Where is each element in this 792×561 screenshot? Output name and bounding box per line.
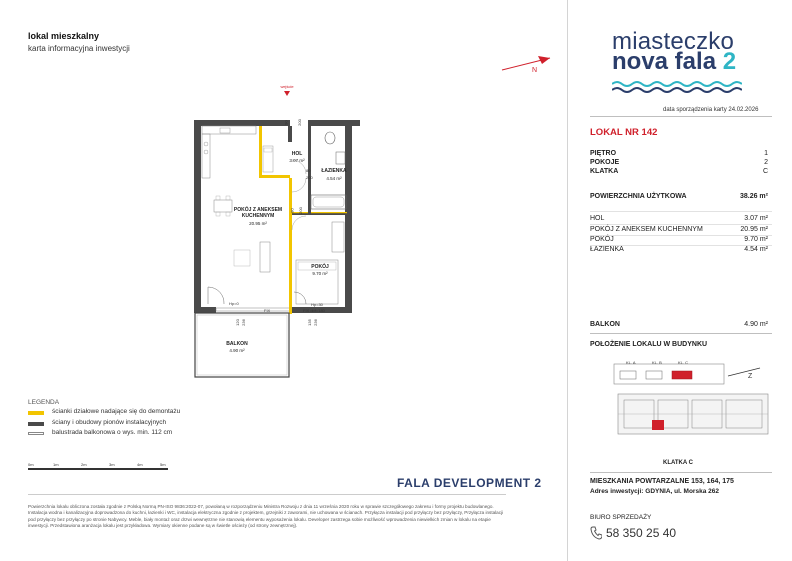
address-line2: Adres inwestycji: GDYNIA, ul. Morska 262 <box>590 488 719 495</box>
header-rule <box>590 116 772 117</box>
scale-tick-0: 0m <box>28 462 34 467</box>
pokoje-value: 2 <box>764 159 768 166</box>
room-value-salon: 20.95 m² <box>740 226 768 233</box>
balcony-rule <box>590 333 772 334</box>
card-date: data sporządzenia karty 24.02.2026 <box>663 107 759 113</box>
document-subtitle: karta informacyjna inwestycji <box>28 44 130 53</box>
room-label-hol: HOL <box>291 151 303 157</box>
klatka-label: KLATKA <box>590 168 619 175</box>
room-value-lazienka: 4.54 m² <box>744 246 768 253</box>
hol-door-width: 90 <box>283 120 289 125</box>
legend-title: LEGENDA <box>28 399 60 406</box>
room-value-hol: 3.07 m² <box>744 215 768 222</box>
legend-item-demountable: ścianki działowe nadające się do demontażu <box>52 408 181 415</box>
footer-divider <box>28 494 506 495</box>
logo-waves-icon <box>612 80 742 94</box>
balcony-value: 4.90 m² <box>744 321 768 328</box>
logo-miasteczko: miasteczko <box>612 28 735 55</box>
north-label: N <box>532 67 538 74</box>
usable-area-value: 38.26 m² <box>739 193 768 200</box>
room-name-hol: HOL <box>590 215 605 222</box>
window-1-width: 120 <box>234 319 240 326</box>
window-1-height: 236 <box>240 319 246 326</box>
address-line1: MIESZKANIA POWTARZALNE 153, 164, 175 <box>590 478 734 485</box>
sales-office-label: BIURO SPRZEDAŻY <box>590 514 652 521</box>
svg-text:Z: Z <box>748 373 753 380</box>
room-rule <box>590 224 772 225</box>
room-name-salon: POKÓJ Z ANEKSEM KUCHENNYM <box>590 226 703 233</box>
klatka-b-label: KL. B <box>652 360 662 365</box>
klatka-c-label: KL. C <box>678 360 689 365</box>
room-name-pokoj: POKÓJ <box>590 236 614 243</box>
room-label-salon-2: KUCHENNYM <box>241 213 275 219</box>
pietro-value: 1 <box>764 150 768 157</box>
window-fix-2: FIX dof=180 <box>303 308 325 313</box>
entry-arrow-icon <box>284 91 290 96</box>
disclaimer: Powierzchnia lokalu obliczona została zgodnie z Polską Normą PN-ISO 9836:2022-07, powołaną w rozporządzeniu Ministra Rozwoju z dnia 11 września 2020 roku w sprawie szczegółowego zakresu i formy projektu budowlanego. Instalacja wodna i kanalizacyjna doprowadzona do kuchni, łazienki i WC, instalacja elektryczna zgodnie z projektem, grzejniki z zaworami, nie uchowana w ścianach. Przyłącza instalacji pod przyłączy bez przyłączy, Przyłącza instalacji pod przyłączy bez przyłączy po stronie Nabywcy. Meble, biały montaż oraz drzwi wewnętrzne nie stanowią elementu wyposażenia lokalu. Developer zastrzega sobie możliwość wprowadzenia niewielkich zmian w lokalu na etapie inwestycji. Przedstawiona aranżacja lokalu jest przykładowa. Wymiary okienne podane są w świetle ościeży (od strony zewnętrznej). <box>28 504 504 528</box>
building-location-diagram <box>604 354 772 454</box>
room-label-balkon: BALKON <box>226 341 248 347</box>
room-area-salon: 20.95 m² <box>249 221 267 226</box>
room-area-lazienka: 4.54 m² <box>326 176 342 181</box>
sales-phone[interactable]: 58 350 25 40 <box>606 526 677 540</box>
window-fix-1: FIX <box>264 308 271 313</box>
lokal-number: LOKAL NR 142 <box>590 127 658 138</box>
legend-swatch-demountable <box>28 411 44 415</box>
room-door-height: 200 <box>297 207 303 214</box>
window-2-height: 236 <box>312 319 318 326</box>
legend-item-balustrade: balustrada balkonowa o wys. min. 112 cm <box>52 429 173 436</box>
room-value-pokoj: 9.70 m² <box>744 236 768 243</box>
pokoje-label: POKOJE <box>590 159 620 166</box>
floor-plan <box>180 82 360 382</box>
klatka-caption: KLATKA C <box>663 460 693 466</box>
developer-name: FALA DEVELOPMENT 2 <box>397 476 542 490</box>
north-arrow-icon <box>498 50 558 74</box>
scale-tick-4: 4m <box>137 462 143 467</box>
hol-door-height: 200 <box>296 119 302 126</box>
address-rule <box>590 472 772 473</box>
window-hp30: Hp=30 <box>311 302 323 307</box>
scale-tick-5: 5m <box>160 462 166 467</box>
room-area-hol: 3.07 m² <box>289 158 305 163</box>
window-2-width: 135 <box>306 319 312 326</box>
room-area-balkon: 4.90 m² <box>229 348 245 353</box>
scale-tick-2: 2m <box>81 462 87 467</box>
klatka-a-label: KL. A <box>626 360 636 365</box>
scale-tick-1: 1m <box>53 462 59 467</box>
room-area-pokoj: 9.70 m² <box>312 271 328 276</box>
room-door-width: 80 <box>289 208 295 213</box>
room-name-lazienka: ŁAZIENKA <box>590 246 624 253</box>
klatka-value: C <box>762 168 768 175</box>
room-list-top-rule <box>590 211 772 212</box>
window-hp0: Hp=0 <box>229 301 239 306</box>
scale-bar <box>28 462 168 472</box>
panel-divider <box>567 0 568 561</box>
logo-nova-fala <box>612 48 736 76</box>
legend-item-walls: ściany i obudowy pionów instalacyjnych <box>52 419 167 426</box>
usable-area-label: POWIERZCHNIA UŻYTKOWA <box>590 193 687 200</box>
balcony-label: BALKON <box>590 321 620 328</box>
logo-number: 2 <box>722 48 737 75</box>
room-label-pokoj: POKÓJ <box>311 264 329 270</box>
scale-tick-3: 3m <box>109 462 115 467</box>
legend-swatch-balustrade <box>28 432 44 435</box>
room-label-salon-1: POKÓJ Z ANEKSEM <box>233 207 283 213</box>
entry-label: wejście <box>280 84 294 89</box>
location-title: POŁOŻENIE LOKALU W BUDYNKU <box>590 341 708 348</box>
pietro-label: PIĘTRO <box>590 150 617 157</box>
bath-door-width: 80 <box>306 168 311 173</box>
room-label-lazienka: ŁAZIENKA <box>321 168 347 174</box>
legend-swatch-walls <box>28 422 44 426</box>
document-title: lokal mieszkalny <box>28 31 100 41</box>
logo-nova-fala-text: nova fala <box>612 48 717 75</box>
bath-door-height: 200 <box>306 175 313 180</box>
phone-icon <box>590 526 602 540</box>
